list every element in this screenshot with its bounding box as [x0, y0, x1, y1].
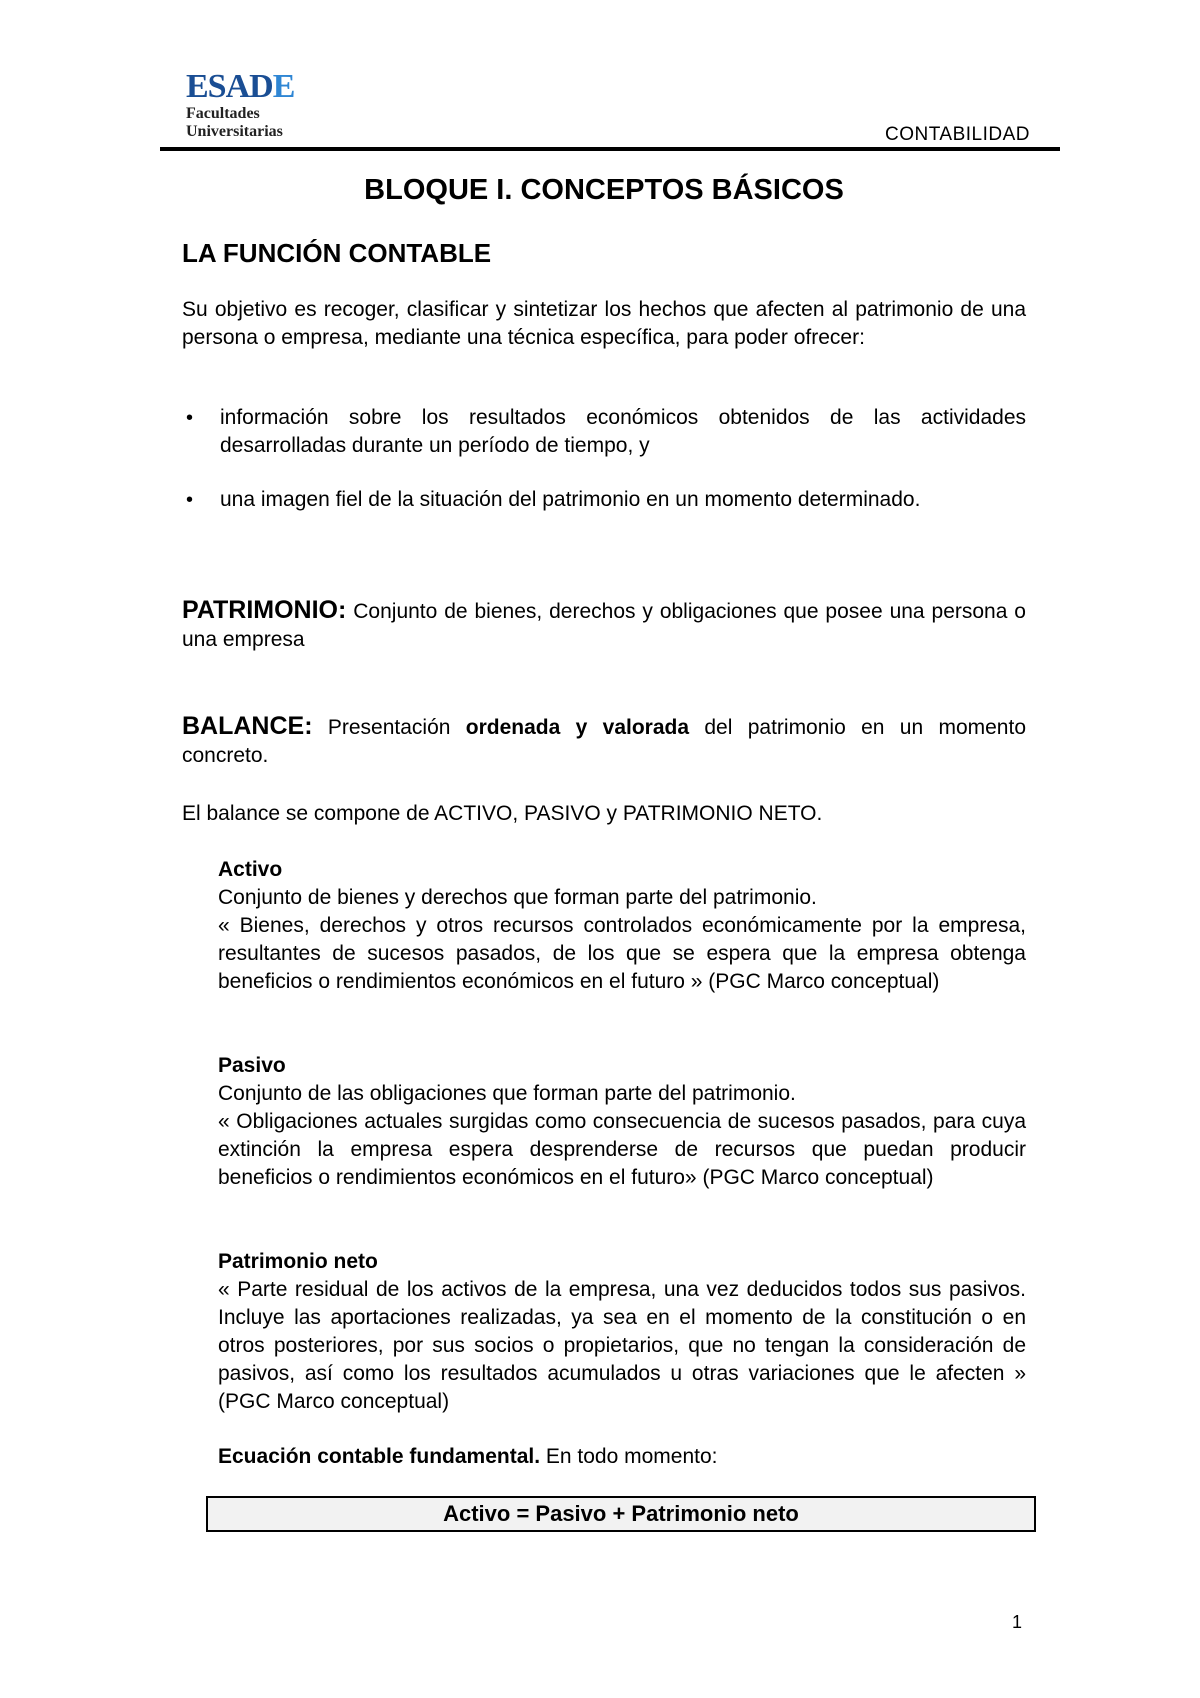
- balance-definition: [182, 712, 1026, 770]
- list-item: [182, 404, 1026, 460]
- list-item: [182, 486, 1026, 514]
- esade-logo: [186, 70, 294, 140]
- section-heading-funcion: LA FUNCIÓN CONTABLE: [182, 238, 492, 268]
- bullet-icon: •: [186, 407, 194, 429]
- balance-term: BALANCE:: [182, 712, 313, 740]
- accounting-equation-box: Activo = Pasivo + Patrimonio neto: [206, 1496, 1036, 1532]
- patrimonio-definition: [182, 596, 1026, 654]
- patrimonio-term: PATRIMONIO:: [182, 596, 347, 624]
- bullet-icon: •: [186, 489, 194, 511]
- balance-composition: El balance se compone de ACTIVO, PASIVO y PATRIMONIO NETO.: [182, 802, 823, 825]
- activo-definition: Conjunto de bienes y derechos que forman parte del patrimonio.: [218, 886, 817, 909]
- header-section-label: CONTABILIDAD: [884, 124, 1030, 145]
- pasivo-quote: « Obligaciones actuales surgidas como consecuencia de sucesos pasados, para cuya extinción la empresa espera desprenderse de recursos que puedan producir beneficios o rendimientos económicos en el futuro» (PGC Marco conceptual): [218, 1110, 1026, 1189]
- logo-wordmark: [186, 70, 294, 104]
- header-rule: [160, 147, 1060, 151]
- ecuacion-text: En todo momento:: [540, 1445, 718, 1468]
- balance-text-after: del patrimonio en un momento concreto.: [182, 716, 1027, 767]
- ecuacion-line: [218, 1443, 1026, 1471]
- logo-subtitle-2: Universitarias: [186, 123, 283, 140]
- activo-heading: Activo: [218, 858, 283, 881]
- patrimonio-neto-block: [218, 1248, 1026, 1416]
- balance-text-before: Presentación: [312, 716, 466, 739]
- ecuacion-label: Ecuación contable fundamental.: [218, 1445, 541, 1468]
- activo-quote: « Bienes, derechos y otros recursos controlados económicamente por la empresa, resultantes de sucesos pasados, de los que se espera que la empresa obtenga beneficios o rendimientos económicos en el futuro » (PGC Marco conceptual): [218, 914, 1026, 993]
- logo-wordmark-main: ESAD: [186, 68, 273, 105]
- page-title: BLOQUE I. CONCEPTOS BÁSICOS: [364, 174, 844, 206]
- balance-bold-text: ordenada y valorada: [465, 716, 690, 739]
- logo-subtitle-1: Facultades: [186, 105, 260, 122]
- activo-block: [218, 856, 1026, 996]
- pasivo-block: [218, 1052, 1026, 1192]
- patrimonio-neto-quote: « Parte residual de los activos de la empresa, una vez deducidos todos sus pasivos. Incluye las aportaciones realizadas, ya sea en el momento de la constitución o en otros posteriores, por sus socios o propietarios, que no tengan la consideración de pasivos, así como los resultados acumulados u otras variaciones que le afecten » (PGC Marco conceptual): [218, 1278, 1026, 1413]
- patrimonio-neto-heading: Patrimonio neto: [218, 1250, 378, 1273]
- bullet-text: una imagen fiel de la situación del patrimonio en un momento determinado.: [220, 488, 921, 511]
- funcion-intro: Su objetivo es recoger, clasificar y sintetizar los hechos que afecten al patrimonio de una persona o empresa, mediante una técnica específica, para poder ofrecer:: [182, 298, 1026, 349]
- page-number: 1: [1011, 1612, 1022, 1632]
- pasivo-definition: Conjunto de las obligaciones que forman parte del patrimonio.: [218, 1082, 796, 1105]
- bullet-text: información sobre los resultados económicos obtenidos de las actividades desarrolladas durante un período de tiempo, y: [220, 406, 1026, 457]
- logo-wordmark-accent: E: [272, 68, 295, 105]
- patrimonio-text: Conjunto de bienes, derechos y obligaciones que posee una persona o una empresa: [182, 600, 1026, 651]
- pasivo-heading: Pasivo: [218, 1054, 286, 1077]
